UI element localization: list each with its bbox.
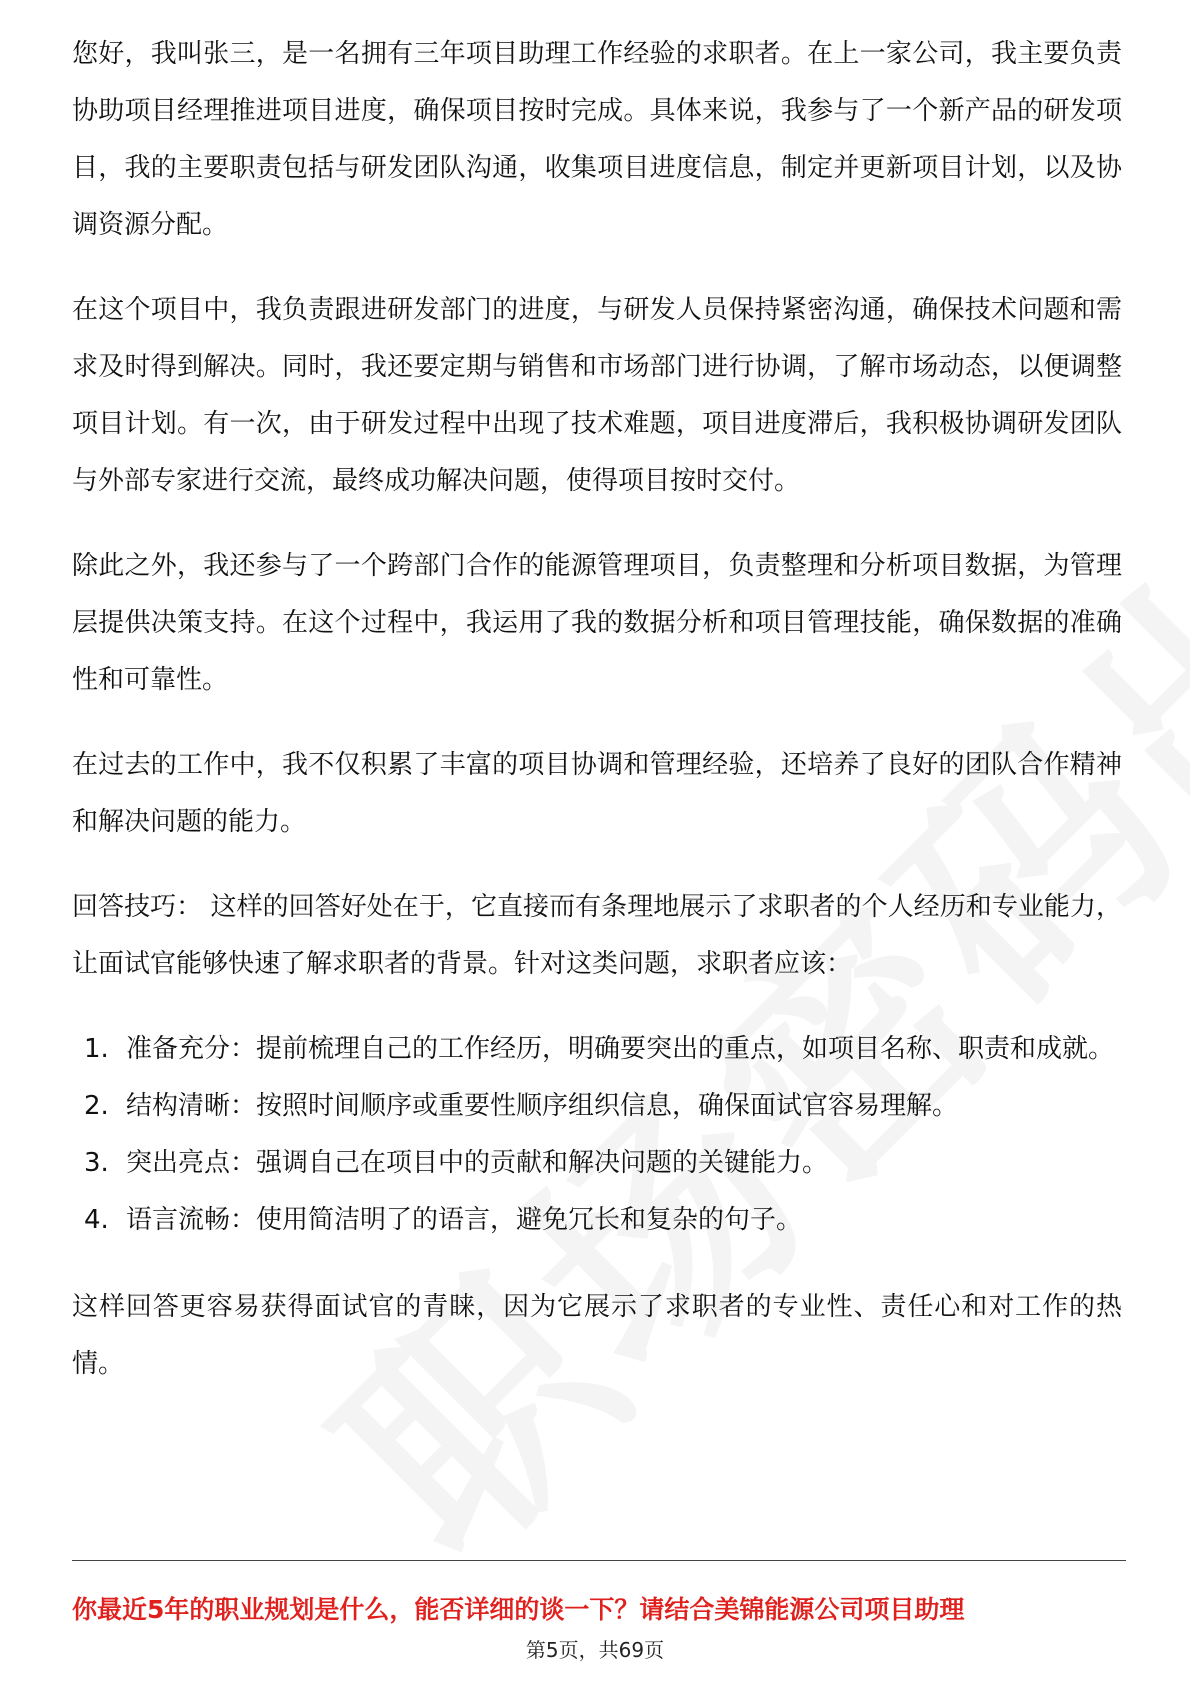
list-number: 2. (84, 1091, 109, 1121)
answer-paragraph-4: 在过去的工作中，我不仅积累了丰富的项目协调和管理经验，还培养了良好的团队合作精神和解决问题的能力。 (72, 750, 1122, 837)
list-item (72, 1078, 1122, 1135)
list-item (72, 1021, 1122, 1078)
list-item-text: 语言流畅：使用简洁明了的语言，避免冗长和复杂的句子。 (126, 1205, 803, 1235)
list-item-text: 突出亮点：强调自己在项目中的贡献和解决问题的关键能力。 (126, 1148, 829, 1178)
answer-paragraph-1: 您好，我叫张三，是一名拥有三年项目助理工作经验的求职者。在上一家公司，我主要负责协助项目经理推进项目进度，确保项目按时完成。具体来说，我参与了一个新产品的研发项目，我的主要职责包括与研发团队沟通，收集项目进度信息，制定并更新项目计划，以及协调资源分配。 (72, 39, 1122, 240)
closing-paragraph: 这样回答更容易获得面试官的青睐，因为它展示了求职者的专业性、责任心和对工作的热情。 (72, 1292, 1122, 1379)
page-number: 第5页，共69页 (525, 1638, 665, 1662)
footer-divider (72, 1560, 1126, 1561)
answer-content (72, 28, 1122, 1421)
list-item-text: 结构清晰：按照时间顺序或重要性顺序组织信息，确保面试官容易理解。 (126, 1091, 959, 1121)
tips-list (72, 1021, 1122, 1249)
answer-paragraph-2: 在这个项目中，我负责跟进研发部门的进度，与研发人员保持紧密沟通，确保技术问题和需求及时得到解决。同时，我还要定期与销售和市场部门进行协调，了解市场动态，以便调整项目计划。有一次，由于研发过程中出现了技术难题，项目进度滞后，我积极协调研发团队与外部专家进行交流，最终成功解决问题，使得项目按时交付。 (72, 295, 1122, 496)
tips-intro: 回答技巧： 这样的回答好处在于，它直接而有条理地展示了求职者的个人经历和专业能力，让面试官能够快速了解求职者的背景。针对这类问题，求职者应该： (72, 892, 1122, 979)
answer-paragraph-3: 除此之外，我还参与了一个跨部门合作的能源管理项目，负责整理和分析项目数据，为管理层提供决策支持。在这个过程中，我运用了我的数据分析和项目管理技能，确保数据的准确性和可靠性。 (72, 551, 1122, 695)
next-question-heading: 你最近5年的职业规划是什么，能否详细的谈一下？请结合美锦能源公司项目助理 (72, 1595, 965, 1624)
list-number: 4. (84, 1205, 109, 1235)
list-item (72, 1192, 1122, 1249)
list-number: 3. (84, 1148, 109, 1178)
list-item (72, 1135, 1122, 1192)
list-number: 1. (84, 1034, 109, 1064)
list-item-text: 准备充分：提前梳理自己的工作经历，明确要突出的重点，如项目名称、职责和成就。 (126, 1034, 1115, 1064)
